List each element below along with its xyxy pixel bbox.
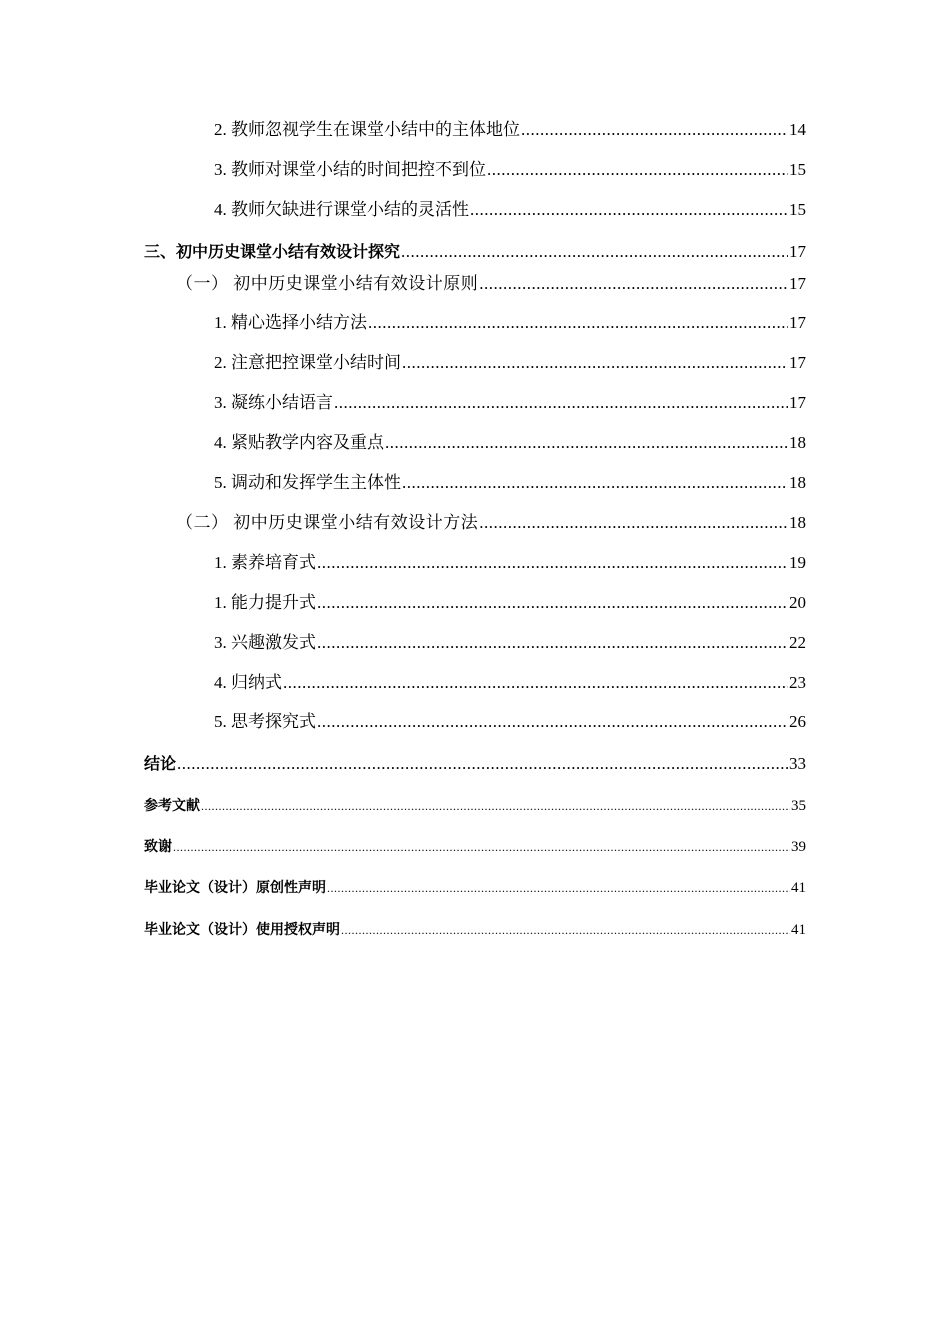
toc-entry-page: 35	[791, 798, 806, 814]
toc-entry-title: 2. 教师忽视学生在课堂小结中的主体地位	[214, 120, 520, 139]
toc-entry-page: 41	[791, 880, 806, 896]
toc-entry-title: 5. 思考探究式	[214, 712, 316, 731]
toc-entry-title: （二） 初中历史课堂小结有效设计方法	[176, 513, 479, 532]
toc-entry[interactable]	[144, 241, 806, 263]
toc-entry[interactable]	[214, 552, 806, 574]
toc-entry-title: 毕业论文（设计）使用授权声明	[144, 922, 340, 938]
toc-entry-page: 18	[789, 513, 806, 532]
toc-entry[interactable]	[214, 119, 806, 141]
toc-leader-dots	[479, 273, 788, 295]
toc-entry-title: 毕业论文（设计）原创性声明	[144, 880, 326, 896]
toc-entry-page: 17	[789, 313, 806, 332]
toc-leader-dots	[317, 632, 788, 654]
toc-entry[interactable]	[214, 352, 806, 374]
toc-entry-page: 22	[789, 633, 806, 652]
toc-entry-title: 3. 兴趣激发式	[214, 633, 316, 652]
toc-entry-page: 17	[789, 393, 806, 412]
toc-entry-title: 结论	[144, 754, 177, 773]
toc-entry-page: 19	[789, 553, 806, 572]
toc-entry[interactable]	[214, 392, 806, 414]
toc-entry[interactable]	[176, 512, 806, 534]
toc-leader-dots	[317, 552, 788, 574]
toc-entry-page: 15	[789, 200, 806, 219]
toc-entry[interactable]	[214, 159, 806, 181]
toc-entry-page: 17	[789, 242, 806, 261]
toc-entry-page: 33	[789, 754, 806, 773]
toc-entry-title: 4. 教师欠缺进行课堂小结的灵活性	[214, 200, 469, 219]
toc-leader-dots	[341, 919, 790, 941]
toc-entry[interactable]	[214, 199, 806, 221]
toc-leader-dots	[479, 512, 788, 534]
toc-entry-page: 41	[791, 922, 806, 938]
toc-entry-page: 39	[791, 839, 806, 855]
toc-leader-dots	[173, 836, 790, 858]
toc-leader-dots	[401, 241, 788, 263]
toc-entry-page: 18	[789, 473, 806, 492]
toc-entry[interactable]	[144, 919, 806, 941]
toc-entry-title: 4. 紧贴教学内容及重点	[214, 433, 384, 452]
toc-entry-page: 18	[789, 433, 806, 452]
toc-entry-title: 1. 精心选择小结方法	[214, 313, 367, 332]
toc-leader-dots	[201, 795, 790, 817]
toc-entry[interactable]	[214, 711, 806, 733]
toc-entry-title: 2. 注意把控课堂小结时间	[214, 353, 401, 372]
toc-entry[interactable]	[214, 632, 806, 654]
toc-entry-title: 三、初中历史课堂小结有效设计探究	[144, 242, 401, 261]
toc-entry-page: 23	[789, 673, 806, 692]
toc-entry[interactable]	[214, 312, 806, 334]
toc-entry-page: 15	[789, 160, 806, 179]
toc-entry-page: 20	[789, 593, 806, 612]
toc-leader-dots	[327, 877, 790, 899]
toc-entry-title: 3. 教师对课堂小结的时间把控不到位	[214, 160, 486, 179]
toc-entry[interactable]	[144, 753, 806, 775]
toc-entry-page: 17	[789, 274, 806, 293]
toc-entry-title: 1. 素养培育式	[214, 553, 316, 572]
toc-leader-dots	[521, 119, 788, 141]
toc-leader-dots	[317, 592, 788, 614]
toc-entry-page: 26	[789, 712, 806, 731]
toc-leader-dots	[385, 432, 788, 454]
toc-entry[interactable]	[176, 273, 806, 295]
toc-leader-dots	[334, 392, 788, 414]
toc-entry[interactable]	[214, 472, 806, 494]
toc-entry-page: 17	[789, 353, 806, 372]
toc-entry[interactable]	[144, 836, 806, 858]
toc-entry-title: 参考文献	[144, 798, 200, 814]
toc-leader-dots	[402, 352, 788, 374]
toc-entry-title: 1. 能力提升式	[214, 593, 316, 612]
toc-entry[interactable]	[144, 795, 806, 817]
toc-leader-dots	[402, 472, 788, 494]
toc-entry-title: 4. 归纳式	[214, 673, 282, 692]
toc-leader-dots	[368, 312, 788, 334]
toc-entry[interactable]	[144, 877, 806, 899]
toc-entry-title: （一） 初中历史课堂小结有效设计原则	[176, 274, 479, 293]
toc-leader-dots	[470, 199, 788, 221]
toc-entry-title: 3. 凝练小结语言	[214, 393, 333, 412]
toc-leader-dots	[283, 672, 788, 694]
toc-leader-dots	[177, 753, 788, 775]
toc-entry-title: 5. 调动和发挥学生主体性	[214, 473, 401, 492]
toc-entry-page: 14	[789, 120, 806, 139]
toc-leader-dots	[317, 711, 788, 733]
toc-entry[interactable]	[214, 592, 806, 614]
toc-entry[interactable]	[214, 432, 806, 454]
toc-leader-dots	[487, 159, 788, 181]
toc-entry[interactable]	[214, 672, 806, 694]
toc-entry-title: 致谢	[144, 839, 172, 855]
